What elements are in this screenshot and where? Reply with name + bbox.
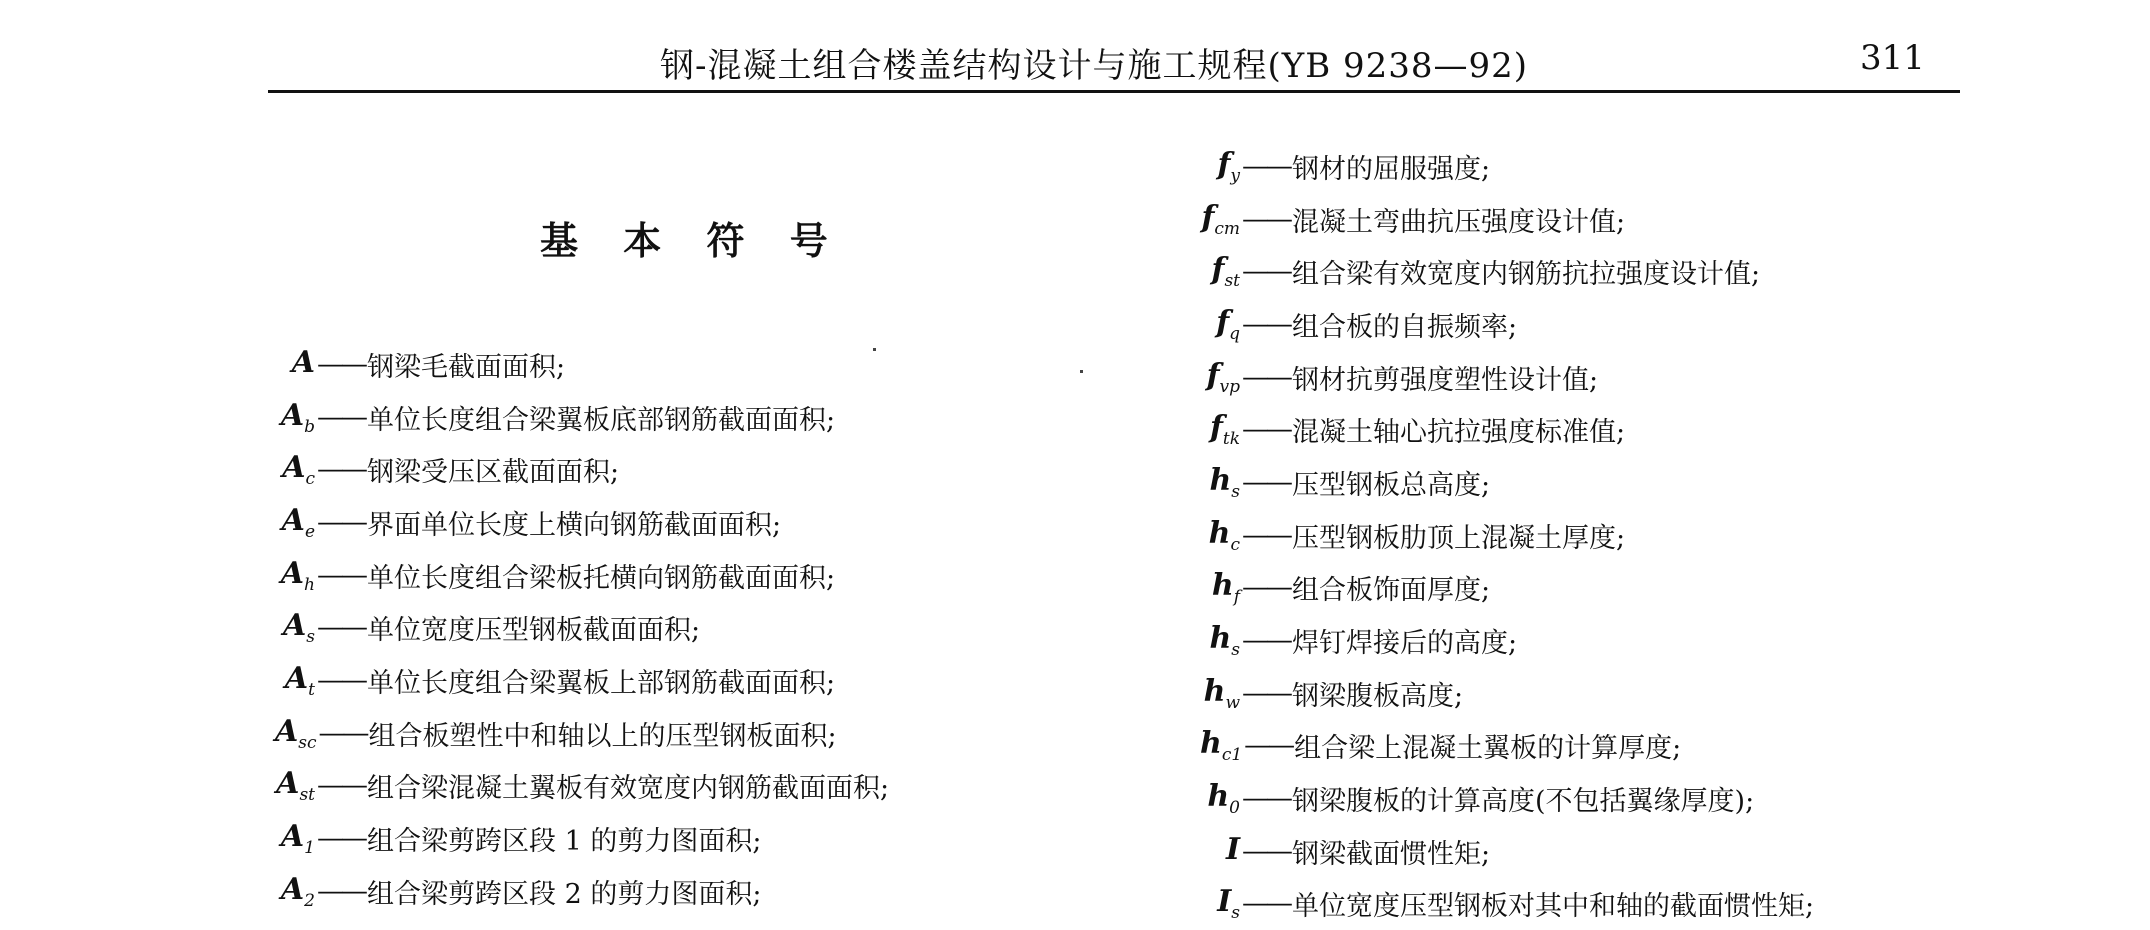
symbol: $f_q$ [1216, 304, 1240, 344]
symbol-entry [275, 707, 889, 760]
em-dash: —— [317, 875, 365, 907]
em-dash: —— [317, 770, 365, 802]
symbol: $h_s$ [1209, 621, 1240, 661]
symbol-description: 组合梁混凝土翼板有效宽度内钢筋截面面积; [367, 773, 890, 805]
symbol-entry [1200, 456, 1814, 509]
symbol-description: 压型钢板总高度; [1292, 469, 1491, 501]
symbol: A [291, 344, 315, 380]
symbol-entry [1200, 667, 1814, 720]
symbol-description: 单位长度组合梁翼板上部钢筋截面面积; [367, 667, 836, 699]
symbol-entry [1200, 772, 1814, 825]
em-dash: —— [1242, 256, 1290, 288]
em-dash: —— [317, 454, 365, 486]
symbol: $A_{st}$ [276, 766, 315, 806]
symbol: $f_{st}$ [1211, 252, 1240, 292]
page-number: 311 [1860, 38, 1925, 78]
symbol: $h_w$ [1203, 673, 1240, 713]
em-dash: —— [317, 664, 365, 696]
symbol-entry [275, 549, 889, 602]
em-dash: —— [1242, 677, 1290, 709]
em-dash: —— [1242, 519, 1290, 551]
symbol-entry [1200, 878, 1814, 930]
symbol-description: 压型钢板肋顶上混凝土厚度; [1292, 522, 1626, 554]
symbol-description: 单位长度组合梁翼板底部钢筋截面面积; [367, 404, 836, 436]
scan-speck [1080, 370, 1083, 373]
em-dash: —— [1242, 783, 1290, 815]
symbol-entry [275, 865, 889, 918]
symbol-description: 界面单位长度上横向钢筋截面面积; [367, 509, 782, 541]
symbol-description: 单位宽度压型钢板对其中和轴的截面惯性矩; [1292, 891, 1815, 923]
em-dash: —— [317, 506, 365, 538]
em-dash: —— [317, 348, 365, 380]
header-rule [268, 90, 1960, 93]
running-header-title: 钢-混凝土组合楼盖结构设计与施工规程(YB 9238—92) [660, 46, 1529, 86]
em-dash: —— [1242, 203, 1290, 235]
em-dash: —— [1242, 361, 1290, 393]
em-dash: —— [1242, 888, 1290, 920]
symbol-description: 组合梁有效宽度内钢筋抗拉强度设计值; [1292, 259, 1761, 291]
symbol: $A_c$ [282, 450, 315, 490]
scan-speck [873, 348, 876, 351]
symbol-entry [275, 443, 889, 496]
symbol-entry [1200, 351, 1814, 404]
em-dash: —— [1242, 835, 1290, 867]
symbol-entry [275, 760, 889, 813]
symbol-entry [1200, 562, 1814, 615]
em-dash: —— [318, 717, 367, 749]
symbol-entry [1200, 403, 1814, 456]
symbol: $A_e$ [281, 502, 315, 542]
symbol: $A_{sc}$ [275, 713, 317, 753]
em-dash: —— [1242, 625, 1290, 657]
symbol: $f_{tk}$ [1209, 410, 1240, 450]
em-dash: —— [1242, 308, 1290, 340]
symbol: $f_{vp}$ [1206, 357, 1240, 397]
symbol-description: 钢梁腹板高度; [1292, 680, 1464, 712]
symbol: $A_2$ [280, 871, 315, 911]
symbol: $h_f$ [1211, 568, 1240, 608]
symbol-description: 组合板饰面厚度; [1292, 575, 1491, 607]
section-title: 基 本 符 号 [540, 218, 844, 263]
symbol-entry [1200, 825, 1814, 878]
symbol-entry [275, 654, 889, 707]
symbol-entry [275, 601, 889, 654]
em-dash: —— [317, 559, 365, 591]
symbol-description: 单位宽度压型钢板截面面积; [367, 615, 701, 647]
symbol: $f_{cm}$ [1201, 199, 1240, 239]
symbol: $h_s$ [1209, 462, 1240, 502]
symbol: $A_1$ [280, 819, 315, 859]
symbol-entry [1200, 193, 1814, 246]
symbol-description: 焊钉焊接后的高度; [1292, 628, 1518, 660]
symbol: $h_0$ [1207, 779, 1240, 819]
symbol-description: 钢梁受压区截面面积; [367, 457, 620, 489]
symbol: $I_s$ [1217, 884, 1240, 924]
symbol-entry [1200, 140, 1814, 193]
symbol-list-left [275, 338, 889, 918]
em-dash: —— [1242, 414, 1290, 446]
symbol: $A_h$ [280, 555, 315, 595]
symbol-entry [275, 391, 889, 444]
symbol: $f_y$ [1217, 146, 1240, 186]
symbol-description: 钢材的屈服强度; [1292, 153, 1491, 185]
symbol-entry [1200, 509, 1814, 562]
symbol: $A_s$ [282, 608, 315, 648]
symbol-entry [275, 496, 889, 549]
symbol-entry [275, 812, 889, 865]
symbol-description: 组合梁剪跨区段 2 的剪力图面积; [367, 878, 762, 910]
symbol-description: 钢梁腹板的计算高度(不包括翼缘厚度); [1292, 786, 1755, 818]
em-dash: —— [1242, 466, 1290, 498]
symbol-description: 钢梁截面惯性矩; [1292, 838, 1491, 870]
em-dash: —— [1242, 150, 1290, 182]
symbol-entry [1200, 298, 1814, 351]
symbol-description: 混凝土轴心抗拉强度标准值; [1292, 417, 1626, 449]
symbol-list-right [1200, 140, 1814, 930]
symbol: $h_{c1}$ [1200, 726, 1243, 766]
em-dash: —— [1242, 572, 1290, 604]
em-dash: —— [317, 401, 365, 433]
symbol-entry [275, 338, 889, 391]
symbol: $A_t$ [284, 660, 315, 700]
symbol: $h_c$ [1208, 515, 1240, 555]
em-dash: —— [317, 612, 365, 644]
symbol-entry [1200, 245, 1814, 298]
symbol-entry [1200, 614, 1814, 667]
symbol-description: 组合板塑性中和轴以上的压型钢板面积; [368, 720, 837, 752]
symbol: $A_b$ [280, 397, 315, 437]
symbol-description: 组合梁剪跨区段 1 的剪力图面积; [367, 826, 762, 858]
symbol-description: 组合梁上混凝土翼板的计算厚度; [1294, 733, 1682, 765]
em-dash: —— [1244, 730, 1293, 762]
symbol: I [1225, 831, 1240, 867]
symbol-entry [1200, 720, 1814, 773]
symbol-description: 钢梁毛截面面积; [367, 351, 566, 383]
em-dash: —— [317, 823, 365, 855]
symbol-description: 单位长度组合梁板托横向钢筋截面面积; [367, 562, 836, 594]
symbol-description: 组合板的自振频率; [1292, 311, 1518, 343]
symbol-description: 钢材抗剪强度塑性设计值; [1292, 364, 1599, 396]
symbol-description: 混凝土弯曲抗压强度设计值; [1292, 206, 1626, 238]
